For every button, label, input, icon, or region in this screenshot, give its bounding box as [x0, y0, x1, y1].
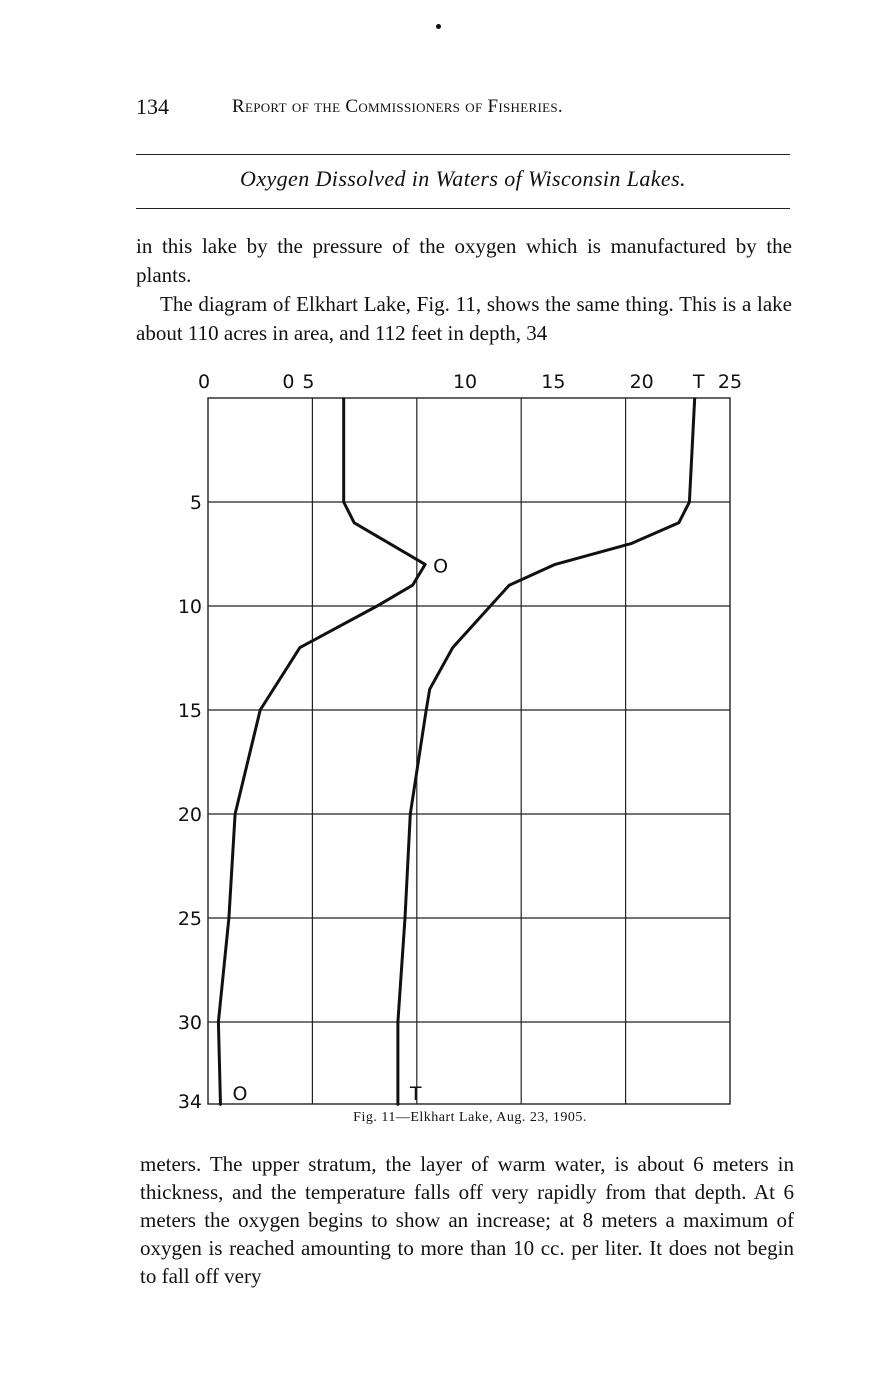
- temperature-tick-label: 0: [282, 371, 295, 393]
- oxygen-point: [299, 647, 301, 649]
- series-peak-label: O: [433, 555, 449, 578]
- oxygen-point: [228, 917, 230, 919]
- temperature-point: [508, 584, 510, 586]
- chart-grid: [208, 398, 730, 1104]
- elkhart-lake-chart: [170, 360, 760, 1110]
- temperature-point: [678, 522, 680, 524]
- running-title: Report of the Commissioners of Fisheries.: [232, 96, 563, 117]
- temperature-point: [554, 564, 556, 566]
- depth-tick-label: 25: [177, 908, 202, 930]
- temperature-point: [397, 1104, 399, 1106]
- depth-tick-label: 5: [189, 492, 202, 514]
- figure-caption: Fig. 11—Elkhart Lake, Aug. 23, 1905.: [353, 1110, 587, 1125]
- oxygen-tick-label: 0: [197, 371, 211, 393]
- temperature-curve: [398, 398, 695, 1105]
- depth-tick-label: 15: [177, 700, 202, 722]
- temperature-point: [397, 1021, 399, 1023]
- body-paragraph-3: meters. The upper stratum, the layer of warm water, is about 6 meters in thickness, and the temperature falls off very rapidly from that depth. At 6 meters the oxygen begins to show an increase; at 8 meters a maximum of oxygen is reached amounting to more than 10 cc. per liter. It does not begin to fall off very: [140, 1152, 794, 1288]
- oxygen-tick-label: 5: [302, 371, 315, 393]
- chart-axis-labels: [178, 371, 742, 1110]
- page-header: [136, 94, 792, 124]
- oxygen-point: [353, 522, 355, 524]
- oxygen-point: [424, 564, 426, 566]
- temperature-point: [429, 688, 431, 690]
- series-end-label: T: [409, 1083, 422, 1105]
- temperature-point: [689, 501, 691, 503]
- depth-tick-label: 20: [177, 804, 202, 826]
- section-title: Oxygen Dissolved in Waters of Wisconsin Lakes.: [240, 166, 686, 191]
- temperature-tick-label: 15: [541, 371, 566, 393]
- temperature-point: [409, 813, 411, 815]
- body-paragraph-1: in this lake by the pressure of the oxygen which is manufactured by the plants.: [136, 234, 792, 287]
- oxygen-point: [412, 584, 414, 586]
- oxygen-point: [220, 1104, 222, 1106]
- top-rule: [136, 154, 790, 155]
- depth-tick-label: 34: [177, 1091, 202, 1110]
- temperature-point: [404, 917, 406, 919]
- body-paragraph-2: The diagram of Elkhart Lake, Fig. 11, shows the same thing. This is a lake about 110 acres in area, and 112 feet in depth, 34: [136, 292, 792, 345]
- oxygen-curve: [218, 398, 425, 1105]
- oxygen-point: [343, 501, 345, 503]
- oxygen-point: [376, 605, 378, 607]
- print-speck: [436, 24, 441, 29]
- temperature-tick-label: 25: [717, 371, 743, 393]
- temperature-point: [694, 397, 696, 399]
- series-top-label: T: [692, 371, 705, 393]
- temperature-point: [425, 709, 427, 711]
- chart-series: [218, 397, 696, 1106]
- depth-tick-label: 10: [177, 596, 202, 618]
- oxygen-point: [343, 397, 345, 399]
- chart-frame: [208, 398, 730, 1104]
- bottom-rule: [136, 208, 790, 209]
- temperature-tick-label: 20: [629, 371, 654, 393]
- oxygen-point: [259, 709, 261, 711]
- temperature-point: [452, 647, 454, 649]
- oxygen-point: [218, 1021, 220, 1023]
- page-number: 134: [136, 94, 169, 119]
- series-end-label: O: [232, 1083, 248, 1105]
- temperature-tick-label: 10: [452, 371, 478, 393]
- depth-tick-label: 30: [177, 1012, 202, 1034]
- oxygen-point: [234, 813, 236, 815]
- temperature-point: [630, 543, 632, 545]
